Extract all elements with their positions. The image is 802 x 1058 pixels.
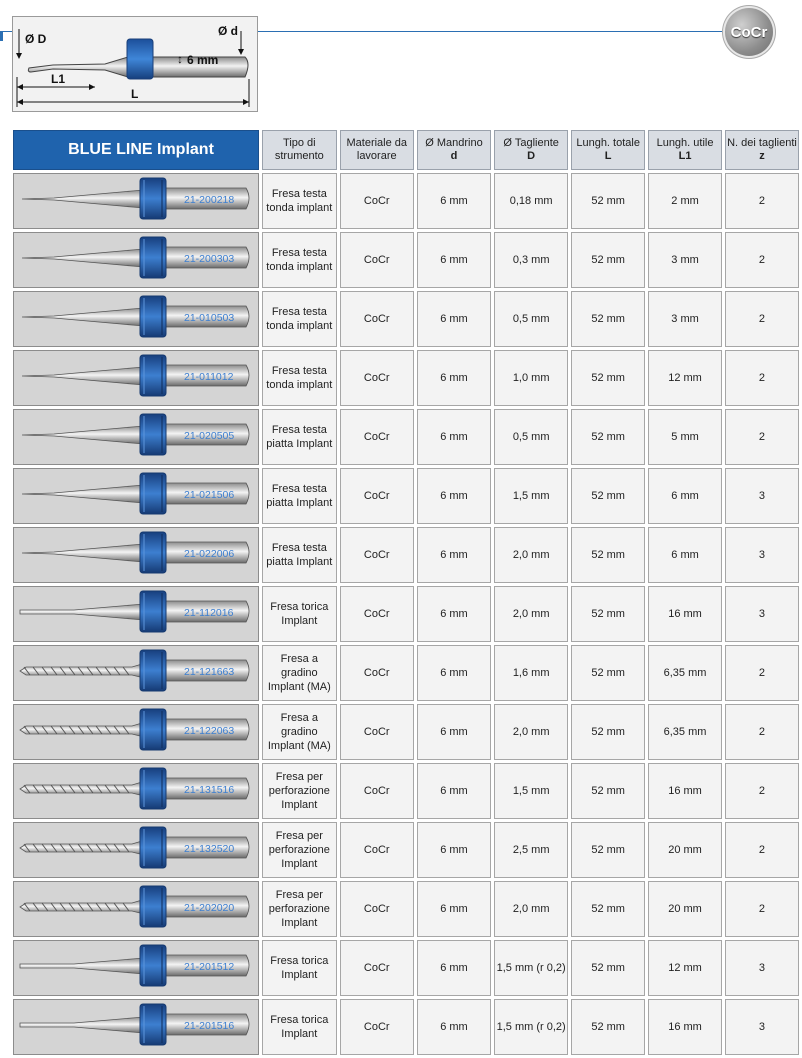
tool-code: 21-202020 bbox=[184, 902, 235, 914]
tool-code: 21-011012 bbox=[184, 371, 234, 383]
cell-materiale: CoCr bbox=[340, 822, 414, 878]
cell-tagliente: 1,5 mm (r 0,2) bbox=[494, 940, 568, 996]
diagram-label-L1: L1 bbox=[51, 72, 66, 86]
cell-tipo: Fresa torica Implant bbox=[262, 586, 337, 642]
cell-tagliente: 1,5 mm (r 0,2) bbox=[494, 999, 568, 1055]
cell-tagliente: 2,0 mm bbox=[494, 704, 568, 760]
cell-mandrino: 6 mm bbox=[417, 940, 491, 996]
table-title bbox=[13, 130, 259, 170]
cell-tipo: Fresa per perforazione Implant bbox=[262, 822, 337, 878]
header-taglienti: N. dei taglienti z bbox=[725, 130, 799, 170]
header-lungh-utile: Lungh. utile L1 bbox=[648, 130, 722, 170]
tool-code: 21-131516 bbox=[184, 784, 235, 796]
tool-image bbox=[13, 881, 259, 937]
cell-mandrino: 6 mm bbox=[417, 350, 491, 406]
tool-image bbox=[13, 822, 259, 878]
cell-materiale: CoCr bbox=[340, 586, 414, 642]
header-tagliente: Ø Tagliente D bbox=[494, 130, 568, 170]
table-row bbox=[13, 586, 799, 642]
cell-taglienti: 3 bbox=[725, 999, 799, 1055]
cell-materiale: CoCr bbox=[340, 881, 414, 937]
cell-lungh-totale: 52 mm bbox=[571, 232, 645, 288]
tool-image bbox=[13, 527, 259, 583]
cell-materiale: CoCr bbox=[340, 350, 414, 406]
cell-lungh-totale: 52 mm bbox=[571, 645, 645, 701]
cell-tagliente: 2,5 mm bbox=[494, 822, 568, 878]
tool-code: 21-122063 bbox=[184, 725, 235, 737]
cell-lungh-totale: 52 mm bbox=[571, 350, 645, 406]
header-tipo: Tipo di strumento bbox=[262, 130, 337, 170]
cell-taglienti: 2 bbox=[725, 409, 799, 465]
material-badge-text: CoCr bbox=[730, 23, 768, 41]
cell-taglienti: 2 bbox=[725, 291, 799, 347]
cell-taglienti: 3 bbox=[725, 586, 799, 642]
tool-image bbox=[13, 940, 259, 996]
tool-code: 21-200303 bbox=[184, 253, 235, 265]
cell-lungh-totale: 52 mm bbox=[571, 291, 645, 347]
tool-image bbox=[13, 409, 259, 465]
table-row bbox=[13, 999, 799, 1055]
cell-materiale: CoCr bbox=[340, 232, 414, 288]
cell-materiale: CoCr bbox=[340, 173, 414, 229]
tool-image bbox=[13, 173, 259, 229]
cell-lungh-totale: 52 mm bbox=[571, 468, 645, 524]
cell-mandrino: 6 mm bbox=[417, 645, 491, 701]
cell-lungh-utile: 6 mm bbox=[648, 468, 722, 524]
cell-tipo: Fresa torica Implant bbox=[262, 940, 337, 996]
cell-lungh-totale: 52 mm bbox=[571, 409, 645, 465]
cell-lungh-utile: 16 mm bbox=[648, 999, 722, 1055]
cell-mandrino: 6 mm bbox=[417, 468, 491, 524]
cell-tipo: Fresa testa tonda implant bbox=[262, 291, 337, 347]
tool-dimension-diagram bbox=[12, 16, 258, 112]
cell-tagliente: 1,0 mm bbox=[494, 350, 568, 406]
cell-lungh-totale: 52 mm bbox=[571, 527, 645, 583]
cell-mandrino: 6 mm bbox=[417, 232, 491, 288]
cell-taglienti: 3 bbox=[725, 527, 799, 583]
header-lungh-totale: Lungh. totale L bbox=[571, 130, 645, 170]
cell-taglienti: 2 bbox=[725, 704, 799, 760]
diagram-label-d: Ø d bbox=[218, 24, 238, 38]
cell-tagliente: 0,18 mm bbox=[494, 173, 568, 229]
cell-tipo: Fresa testa piatta Implant bbox=[262, 527, 337, 583]
tool-code: 21-020505 bbox=[184, 430, 235, 442]
cell-materiale: CoCr bbox=[340, 291, 414, 347]
tool-code: 21-112016 bbox=[184, 607, 234, 619]
cell-lungh-utile: 6,35 mm bbox=[648, 704, 722, 760]
tool-code: 21-022006 bbox=[184, 548, 235, 560]
cell-tagliente: 2,0 mm bbox=[494, 881, 568, 937]
table-row bbox=[13, 350, 799, 406]
tool-code: 21-010503 bbox=[184, 312, 235, 324]
cell-tagliente: 2,0 mm bbox=[494, 586, 568, 642]
tool-image bbox=[13, 763, 259, 819]
tool-code: 21-021506 bbox=[184, 489, 235, 501]
tool-image bbox=[13, 586, 259, 642]
header-rule-mark bbox=[0, 31, 3, 41]
svg-text:↕: ↕ bbox=[177, 52, 183, 66]
cell-lungh-totale: 52 mm bbox=[571, 763, 645, 819]
cell-lungh-utile: 2 mm bbox=[648, 173, 722, 229]
table-row bbox=[13, 704, 799, 760]
table-row bbox=[13, 881, 799, 937]
cell-mandrino: 6 mm bbox=[417, 704, 491, 760]
cell-tipo: Fresa testa tonda implant bbox=[262, 173, 337, 229]
cell-materiale: CoCr bbox=[340, 468, 414, 524]
cell-tipo: Fresa torica Implant bbox=[262, 999, 337, 1055]
table-row bbox=[13, 763, 799, 819]
cell-tagliente: 1,6 mm bbox=[494, 645, 568, 701]
cell-mandrino: 6 mm bbox=[417, 822, 491, 878]
tool-image bbox=[13, 468, 259, 524]
cell-tagliente: 0,3 mm bbox=[494, 232, 568, 288]
cell-mandrino: 6 mm bbox=[417, 586, 491, 642]
cell-tipo: Fresa testa tonda implant bbox=[262, 232, 337, 288]
cell-tipo: Fresa testa tonda implant bbox=[262, 350, 337, 406]
cell-tipo: Fresa a gradino Implant (MA) bbox=[262, 645, 337, 701]
cell-mandrino: 6 mm bbox=[417, 527, 491, 583]
table-title-rest: Implant bbox=[157, 141, 214, 158]
diagram-label-L: L bbox=[131, 87, 139, 101]
tool-code: 21-132520 bbox=[184, 843, 235, 855]
cell-lungh-utile: 12 mm bbox=[648, 350, 722, 406]
table-row bbox=[13, 940, 799, 996]
cell-tagliente: 1,5 mm bbox=[494, 763, 568, 819]
header-mandrino: Ø Mandrino d bbox=[417, 130, 491, 170]
cell-lungh-utile: 20 mm bbox=[648, 822, 722, 878]
table-row bbox=[13, 822, 799, 878]
cell-lungh-utile: 20 mm bbox=[648, 881, 722, 937]
material-badge bbox=[725, 8, 773, 56]
cell-lungh-utile: 16 mm bbox=[648, 586, 722, 642]
cell-lungh-utile: 3 mm bbox=[648, 291, 722, 347]
cell-lungh-utile: 6 mm bbox=[648, 527, 722, 583]
cell-lungh-totale: 52 mm bbox=[571, 173, 645, 229]
table-row bbox=[13, 527, 799, 583]
cell-mandrino: 6 mm bbox=[417, 999, 491, 1055]
cell-tagliente: 0,5 mm bbox=[494, 291, 568, 347]
cell-tagliente: 0,5 mm bbox=[494, 409, 568, 465]
table-row bbox=[13, 409, 799, 465]
cell-tipo: Fresa per perforazione Implant bbox=[262, 881, 337, 937]
tool-code: 21-200218 bbox=[184, 194, 235, 206]
cell-mandrino: 6 mm bbox=[417, 881, 491, 937]
cell-lungh-totale: 52 mm bbox=[571, 940, 645, 996]
cell-mandrino: 6 mm bbox=[417, 291, 491, 347]
cell-materiale: CoCr bbox=[340, 763, 414, 819]
cell-tagliente: 2,0 mm bbox=[494, 527, 568, 583]
tool-image bbox=[13, 704, 259, 760]
tool-image bbox=[13, 350, 259, 406]
cell-lungh-totale: 52 mm bbox=[571, 586, 645, 642]
cell-tagliente: 1,5 mm bbox=[494, 468, 568, 524]
cell-taglienti: 3 bbox=[725, 468, 799, 524]
cell-lungh-totale: 52 mm bbox=[571, 822, 645, 878]
cell-tipo: Fresa testa piatta Implant bbox=[262, 409, 337, 465]
cell-materiale: CoCr bbox=[340, 940, 414, 996]
cell-lungh-utile: 3 mm bbox=[648, 232, 722, 288]
cell-lungh-totale: 52 mm bbox=[571, 999, 645, 1055]
tool-image bbox=[13, 291, 259, 347]
tool-code: 21-201516 bbox=[184, 1020, 235, 1032]
cell-materiale: CoCr bbox=[340, 645, 414, 701]
cell-materiale: CoCr bbox=[340, 527, 414, 583]
cell-lungh-utile: 6,35 mm bbox=[648, 645, 722, 701]
cell-mandrino: 6 mm bbox=[417, 409, 491, 465]
product-table bbox=[10, 127, 802, 1058]
cell-lungh-utile: 5 mm bbox=[648, 409, 722, 465]
cell-materiale: CoCr bbox=[340, 999, 414, 1055]
diagram-label-D: Ø D bbox=[25, 32, 47, 46]
cell-mandrino: 6 mm bbox=[417, 763, 491, 819]
cell-materiale: CoCr bbox=[340, 409, 414, 465]
cell-tipo: Fresa per perforazione Implant bbox=[262, 763, 337, 819]
tool-image bbox=[13, 645, 259, 701]
cell-taglienti: 2 bbox=[725, 881, 799, 937]
cell-lungh-totale: 52 mm bbox=[571, 704, 645, 760]
tool-code: 21-121663 bbox=[184, 666, 235, 678]
table-title-bold: BLUE LINE bbox=[68, 141, 153, 158]
diagram-label-shank: 6 mm bbox=[187, 53, 219, 67]
cell-lungh-utile: 16 mm bbox=[648, 763, 722, 819]
cell-materiale: CoCr bbox=[340, 704, 414, 760]
cell-mandrino: 6 mm bbox=[417, 173, 491, 229]
table-row bbox=[13, 645, 799, 701]
cell-taglienti: 3 bbox=[725, 940, 799, 996]
cell-tipo: Fresa testa piatta Implant bbox=[262, 468, 337, 524]
tool-code: 21-201512 bbox=[184, 961, 235, 973]
cell-taglienti: 2 bbox=[725, 350, 799, 406]
cell-taglienti: 2 bbox=[725, 763, 799, 819]
cell-lungh-utile: 12 mm bbox=[648, 940, 722, 996]
cell-taglienti: 2 bbox=[725, 822, 799, 878]
table-row bbox=[13, 468, 799, 524]
header-materiale: Materiale da lavorare bbox=[340, 130, 414, 170]
table-row bbox=[13, 232, 799, 288]
cell-taglienti: 2 bbox=[725, 232, 799, 288]
table-header-row bbox=[13, 130, 799, 170]
cell-tipo: Fresa a gradino Implant (MA) bbox=[262, 704, 337, 760]
table-row bbox=[13, 291, 799, 347]
cell-taglienti: 2 bbox=[725, 645, 799, 701]
tool-image bbox=[13, 999, 259, 1055]
table-row bbox=[13, 173, 799, 229]
cell-taglienti: 2 bbox=[725, 173, 799, 229]
tool-image bbox=[13, 232, 259, 288]
cell-lungh-totale: 52 mm bbox=[571, 881, 645, 937]
